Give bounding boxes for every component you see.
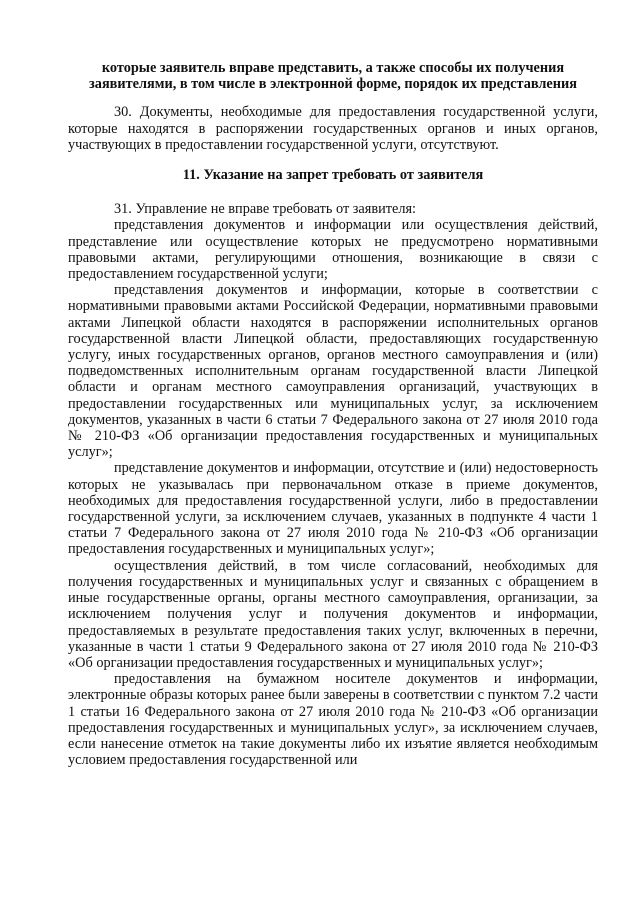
paragraph-item-3: представление документов и информации, отсутствие и (или) недостоверность которых не указывалась при первоначальном отказе в приеме документов, необходимых для предоставления государственной услуги, либо в предоставлении государственной услуги, за исключением случаев, указанных в подпункте 4 части 1 статьи 7 Федерального закона от 27 июля 2010 года № 210-ФЗ «Об организации предоставления государственных и муниципальных услуг»; xyxy=(68,460,598,558)
section-title: 11. Указание на запрет требовать от заявителя xyxy=(182,167,484,184)
paragraph-item-2: представления документов и информации, которые в соответствии с нормативными правовыми актами Российской Федерации, нормативными правовыми актами Липецкой области находятся в распоряжении исполнительных органов государственной власти Липецкой области, предоставляющих государственную услугу, иных государственных органов, органов местного самоуправления и (или) подведомственных исполнительным органам государственной власти Липецкой области и органам местного самоуправления организаций, участвующих в предоставлении государственных или муниципальных услуг, за исключением документов, указанных в части 6 статьи 7 Федерального закона от 27 июля 2010 года № 210-ФЗ «Об организации предоставления государственных и муниципальных услуг»; xyxy=(68,282,598,461)
paragraph-item-5: предоставления на бумажном носителе документов и информации, электронные образы которых ранее были заверены в соответствии с пунктом 7.2 части 1 статьи 16 Федерального закона от 27 июля 2010 года № 210-ФЗ «Об организации предоставления государственных и муниципальных услуг», за исключением случаев, если нанесение отметок на такие документы либо их изъятие является необходимым условием предоставления государственной или xyxy=(68,671,598,769)
paragraph-item-1: представления документов и информации или осуществления действий, представление или осуществление которых не предусмотрено нормативными правовыми актами, регулирующими отношения, возникающие в связи с предоставлением государственной услуги; xyxy=(68,217,598,283)
paragraph-31-intro: 31. Управление не вправе требовать от заявителя: xyxy=(114,201,417,218)
header-line-2: заявителями, в том числе в электронной форме, порядок их представления xyxy=(89,76,577,93)
header-line-1: которые заявитель вправе представить, а также способы их получения xyxy=(101,60,565,76)
paragraph-30: 30. Документы, необходимые для предоставления государственной услуги, которые находятся в распоряжении государственных органов и иных органов, участвующих в предоставлении государственной услуги, отсутствуют. xyxy=(68,104,598,153)
paragraph-item-4: осуществления действий, в том числе согласований, необходимых для получения государственных и муниципальных услуг и связанных с обращением в иные государственные органы, органы местного самоуправления, организации, за исключением получения услуг и получения документов и информации, предоставляемых в результате предоставления таких услуг, включенных в перечни, указанные в части 1 статьи 9 Федерального закона от 27 июля 2010 года № 210-ФЗ «Об организации предоставления государственных и муниципальных услуг»; xyxy=(68,557,598,671)
